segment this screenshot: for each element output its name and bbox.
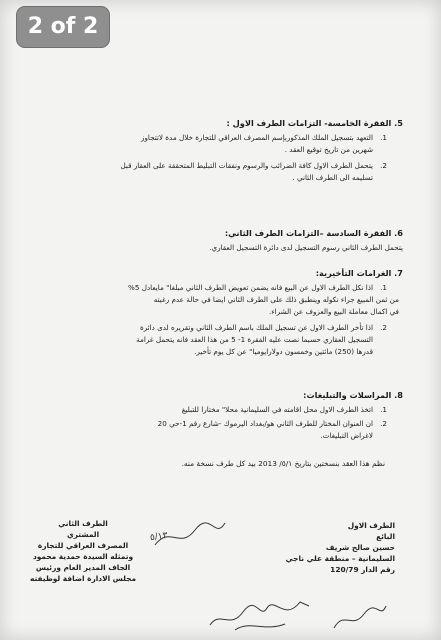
section-5 xyxy=(120,118,403,184)
second-party-capacity: مجلس الادارة اضافة لوظيفته xyxy=(30,574,137,583)
item-number: 1. xyxy=(380,405,387,414)
section-8-item-2-cont: لاغراض التبليغات. xyxy=(320,431,373,440)
item-line: يتحمل الطرف الاول كافة الضرائب والرسوم ونفقات التبليط المتحققة على العقار قبل xyxy=(120,161,373,170)
item-number: 2. xyxy=(380,161,387,170)
section-5-item-2 xyxy=(120,160,403,172)
item-line: اتخذ الطرف الاول محل اقامته في السليمانية محلا" مختارا للتبليغ xyxy=(181,405,373,414)
section-8-item-1 xyxy=(158,404,403,416)
item-number: 1. xyxy=(380,283,387,292)
section-7-item-2-cont: التسجيل العقاري حسبما نصت عليه الفقرة 1- 5 من هذا العقد فانه يتحمل غرامة xyxy=(136,335,373,344)
signature-mark-right xyxy=(330,600,390,635)
second-party-block xyxy=(30,518,136,584)
second-party-role: المشتري xyxy=(66,530,100,539)
handwritten-date: ٥/١٣ xyxy=(149,530,169,544)
item-line: اذا تأخر الطرف الاول عن تسجيل الملك باسم الطرف الثاني وتقريره لدى دائرة xyxy=(139,323,373,332)
signature-mark-left xyxy=(150,515,230,555)
section-heading: 5. الفقرة الخامسة- التزامات الطرف الاول : xyxy=(226,118,403,128)
first-party-block xyxy=(286,520,395,575)
section-heading: 7. الغرامات التأخيرية: xyxy=(315,268,403,278)
section-6 xyxy=(209,228,403,254)
section-7-item-2-cont: قدرها (250) مائتين وخمسون دولارايوميا" عن كل يوم تأخير. xyxy=(194,347,373,356)
first-party-address: السليمانية – منطقة علي ناجي xyxy=(285,554,395,563)
section-heading: 6. الفقرة السادسة –التزامات الطرف الثاني: xyxy=(224,228,403,238)
section-5-item-1 xyxy=(120,132,403,144)
section-heading: 8. المراسلات والتبليغات: xyxy=(303,390,403,400)
item-number: 2. xyxy=(380,323,387,332)
section-8-item-2 xyxy=(158,418,403,430)
item-line: اذا نكل الطرف الاول عن البيع فانه يضمن تعويض الطرف الثاني مبلغا" مايعادل 5% xyxy=(128,283,373,292)
first-party-house-number: رقم الدار 120/79 xyxy=(330,565,395,574)
item-line: ان العنوان المختار للطرف الثاني هو/بغداد اليرموك -شارع رقم 1-حي 20 xyxy=(157,419,373,428)
page-indicator-badge: 2 of 2 xyxy=(16,6,110,48)
section-7-item-1 xyxy=(128,282,403,294)
second-party-bank: المصرف العراقي للتجارة xyxy=(37,541,129,550)
closing-statement: نظم هذا العقد بنسختين بتاريخ ٥/١/ 2013 بيد كل طرف نسخة منه. xyxy=(181,459,385,468)
section-7-item-1-cont: في اكمال معاملة البيع والعزوف عن الشراء. xyxy=(268,307,399,316)
second-party-representative: وتمثله السيدة حمدية محمود xyxy=(32,552,134,561)
first-party-title: الطرف الاول xyxy=(347,521,395,530)
item-number: 2. xyxy=(380,419,387,428)
section-7-item-2 xyxy=(128,322,403,334)
first-party-role: البائع xyxy=(376,532,395,541)
section-5-item-2-cont: تسليمه الى الطرف الثاني . xyxy=(292,173,373,182)
section-6-text: يتحمل الطرف الثاني رسوم التسجيل لدى دائرة التسجيل العقاري. xyxy=(209,243,403,252)
item-line: التعهد بتسجيل الملك المذكوربإسم المصرف العراقي للتجارة خلال مدة لاتتجاوز xyxy=(140,133,373,142)
section-7-item-1-cont: من ثمن المبيع جراء نكوله وينطبق ذلك على الطرف الثاني ايضا في حالة عدم رغبته xyxy=(153,295,399,304)
second-party-title: الطرف الثاني xyxy=(58,519,108,528)
signature-bottom xyxy=(205,590,315,635)
second-party-position: الجاف المدير العام ورئيس xyxy=(35,563,131,572)
first-party-name: حسين صالح شريف xyxy=(325,543,395,552)
section-8 xyxy=(158,390,403,442)
section-7 xyxy=(128,268,403,358)
section-5-item-1-cont: شهرين من تاريخ توقيع العقد . xyxy=(284,145,373,154)
item-number: 1. xyxy=(380,133,387,142)
